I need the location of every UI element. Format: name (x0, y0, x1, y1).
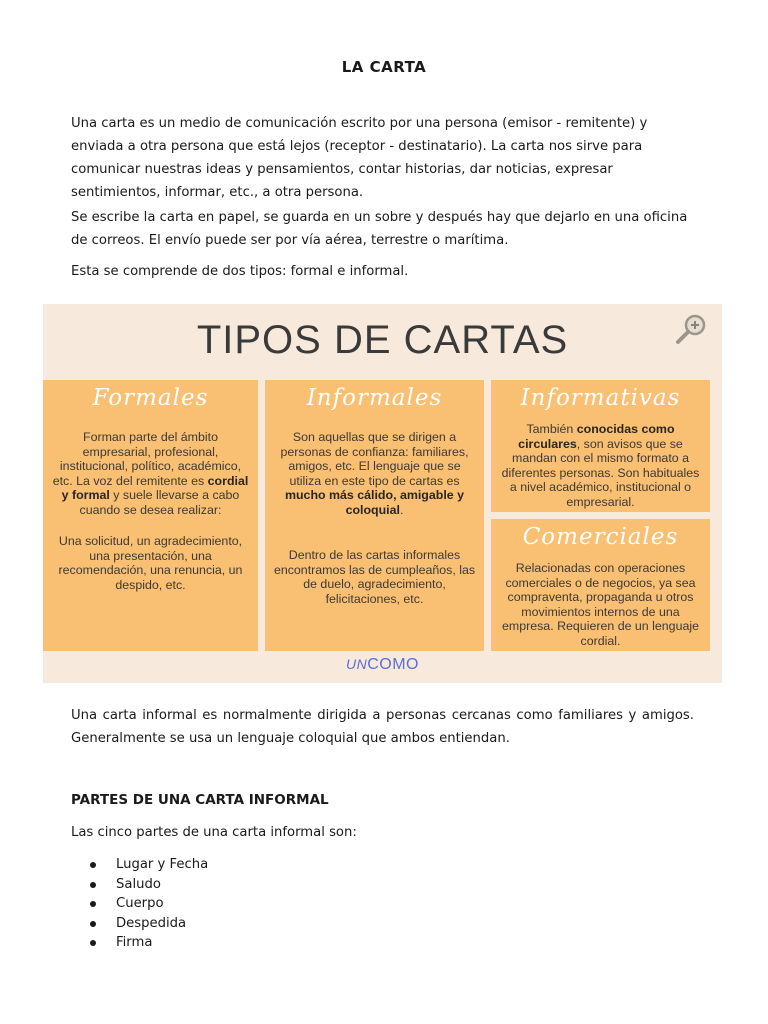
list-item (90, 855, 208, 875)
card-informales-body (271, 430, 478, 518)
card-comerciales-heading: Comerciales (522, 524, 679, 550)
intro-paragraph-3: Esta se comprende de dos tipos: formal e informal. (71, 264, 409, 279)
card-formales-text-c: y suele llevarse a cabo cuando se desea realizar: (79, 488, 240, 517)
bullet-icon (90, 862, 96, 868)
bullet-icon (90, 901, 96, 907)
card-informativas-text-a: También (526, 422, 577, 436)
card-formales-body (49, 430, 252, 518)
list-item-text: Lugar y Fecha (116, 857, 209, 872)
card-informativas-text-c: , son avisos que se mandan con el mismo formato a diferentes personas. Son habituales a nivel académico, institucional o empresarial. (501, 436, 700, 509)
intro-paragraph-2: Se escribe la carta en papel, se guarda en un sobre y después hay que dejarlo en una oficina de correos. El envío puede ser por vía aérea, terrestre o marítima. (71, 210, 688, 248)
card-formales-heading: Formales (92, 385, 209, 411)
intro-paragraph-1: Una carta es un medio de comunicación escrito por una persona (emisor - remitente) y enviada a otra persona que está lejos (receptor - destinatario). La carta nos sirve para comunicar nuestras ideas y pensamientos, contar historias, dar noticias, expresar sentimientos, informar, etc., a otra persona. (71, 116, 648, 200)
card-informales-text-a: Son aquellas que se dirigen a personas de confianza: familiares, amigos, etc. El lenguaje que se utiliza en este tipo de cartas es (280, 430, 469, 488)
card-informales-heading: Informales (306, 385, 443, 411)
section-heading: PARTES DE UNA CARTA INFORMAL (71, 792, 329, 808)
letter-types-infographic (43, 304, 722, 683)
card-informativas (491, 380, 710, 512)
bullet-icon (90, 940, 96, 946)
card-informales (265, 380, 484, 651)
card-informales-text-bold: mucho más cálido, amigable y coloquial (284, 488, 465, 517)
list-item-text: Cuerpo (116, 896, 164, 912)
logo-prefix: UN (345, 656, 368, 672)
page-title: LA CARTA (341, 58, 427, 76)
card-comerciales (491, 519, 710, 651)
card-informales-text-c: . (399, 502, 404, 517)
card-formales (43, 380, 258, 651)
list-item-text: Firma (116, 935, 153, 951)
card-informativas-text-bold: conocidas como circulares (518, 422, 675, 451)
logo-main: COMO (367, 656, 419, 673)
parts-list (90, 855, 208, 953)
card-comerciales-body: Relacionadas con operaciones comerciales o de negocios, ya sea compraventa, propaganda u otros movimientos internos de una empresa. Requieren de un lenguaje cordial. (501, 561, 699, 648)
card-formales-text-a: Forman parte del ámbito empresarial, profesional, institucional, político, académico, etc. La voz del remitente es (52, 430, 242, 488)
list-item-text: Saludo (116, 876, 161, 892)
list-item (90, 933, 208, 953)
card-formales-examples: Una solicitud, un agradecimiento, una presentación, una recomendación, una renuncia, un despido, etc. (58, 534, 243, 592)
list-item (90, 914, 208, 934)
card-informativas-heading: Informativas (520, 385, 681, 411)
bullet-icon (90, 882, 96, 888)
list-item-text: Despedida (116, 915, 187, 931)
section-intro: Las cinco partes de una carta informal son: (71, 825, 357, 840)
list-item (90, 875, 208, 895)
infographic-title: TIPOS DE CARTAS (196, 318, 569, 362)
card-formales-text-bold: cordial y formal (61, 473, 249, 503)
zoom-in-icon[interactable] (674, 312, 708, 346)
informal-paragraph: Una carta informal es normalmente dirigida a personas cercanas como familiares y amigos. Generalmente se usa un lenguaje coloquial que ambos entiendan. (71, 708, 694, 746)
list-item (90, 894, 208, 914)
card-informales-examples: Dentro de las cartas informales encontramos las de cumpleaños, las de duelo, agradecimiento, felicitaciones, etc. (273, 548, 476, 606)
uncomo-logo (43, 656, 722, 674)
card-informativas-body (497, 422, 704, 510)
bullet-icon (90, 921, 96, 927)
